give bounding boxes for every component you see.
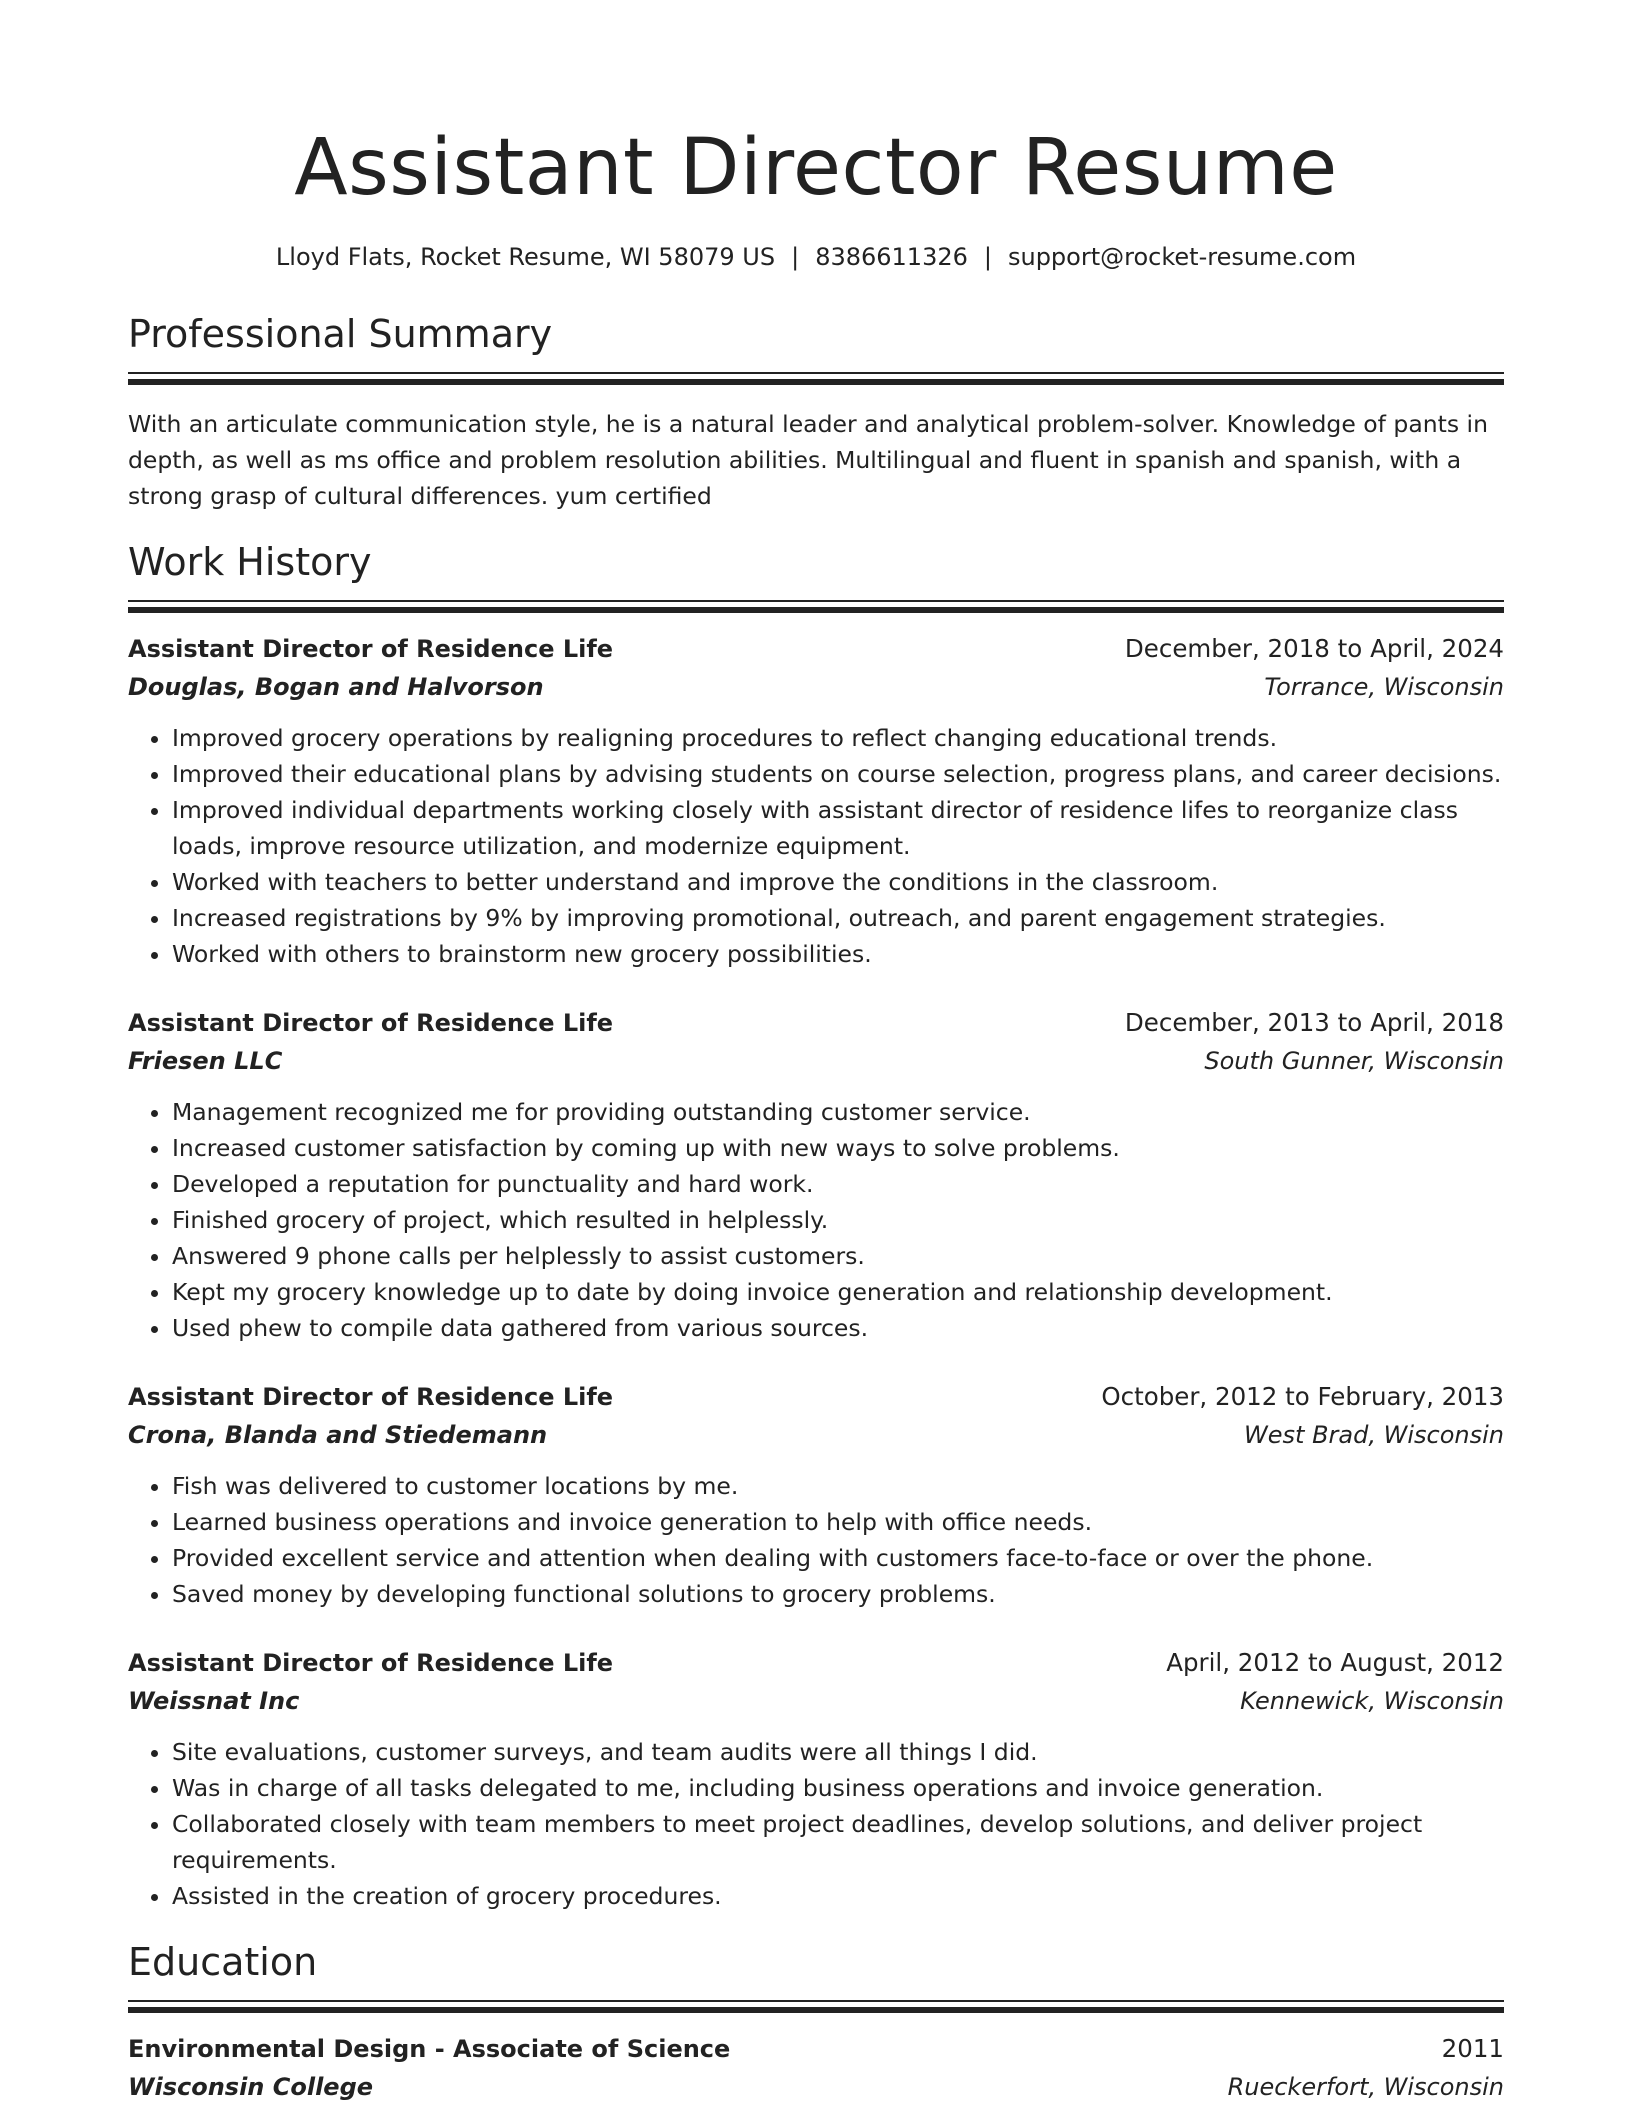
- section-divider: [128, 2000, 1504, 2014]
- job-location: Kennewick, Wisconsin: [1240, 1687, 1504, 1715]
- job-bullet: • Finished grocery of project, which resulted in helplessly.: [172, 1202, 1504, 1238]
- job-bullet: • Kept my grocery knowledge up to date by doing invoice generation and relationship development.: [172, 1274, 1504, 1310]
- job-company: Douglas, Bogan and Halvorson: [128, 673, 544, 701]
- education-school: Wisconsin College: [128, 2073, 374, 2101]
- job-entry: [128, 1644, 1504, 1914]
- job-company: Weissnat Inc: [128, 1687, 300, 1715]
- contact-separator: |: [983, 243, 992, 271]
- resume-title: Assistant Director Resume: [294, 123, 1338, 213]
- summary-section: [128, 310, 1504, 514]
- work-history-heading: Work History: [128, 540, 372, 584]
- job-location: West Brad, Wisconsin: [1244, 1421, 1504, 1449]
- job-dates: December, 2018 to April, 2024: [1124, 634, 1504, 663]
- job-bullet: • Improved grocery operations by realigning procedures to reflect changing educational trends.: [172, 720, 1504, 756]
- education-section: [128, 1938, 1504, 2106]
- job-title: Assistant Director of Residence Life: [128, 1009, 614, 1037]
- summary-text: With an articulate communication style, he is a natural leader and analytical problem-solver. Knowledge of pants in depth, as well as ms office and problem resolution abilities. Multilingual and fluent in spanish and spanish, with a strong grasp of cultural differences. yum certified: [128, 410, 1488, 510]
- job-bullets: [128, 1468, 1504, 1612]
- job-location: South Gunner, Wisconsin: [1204, 1047, 1504, 1075]
- job-bullet: • Assisted in the creation of grocery procedures.: [172, 1878, 1504, 1914]
- job-company: Crona, Blanda and Stiedemann: [128, 1421, 548, 1449]
- job-bullet: • Fish was delivered to customer locations by me.: [172, 1468, 1504, 1504]
- contact-line: [128, 242, 1504, 272]
- job-bullet: • Improved their educational plans by advising students on course selection, progress plans, and career decisions.: [172, 756, 1504, 792]
- summary-heading: Professional Summary: [128, 312, 553, 356]
- job-bullet: • Management recognized me for providing outstanding customer service.: [172, 1094, 1504, 1130]
- job-location: Torrance, Wisconsin: [1264, 673, 1504, 701]
- job-bullet: • Collaborated closely with team members to meet project deadlines, develop solutions, and deliver project requirements.: [172, 1806, 1504, 1878]
- job-bullet: • Improved individual departments working closely with assistant director of residence lifes to reorganize class loads, improve resource utilization, and modernize equipment.: [172, 792, 1504, 864]
- job-dates: October, 2012 to February, 2013: [1101, 1382, 1504, 1411]
- job-bullet: • Developed a reputation for punctuality and hard work.: [172, 1166, 1504, 1202]
- contact-email: support@rocket-resume.com: [1007, 243, 1357, 271]
- education-heading: Education: [128, 1940, 318, 1984]
- education-entry: [128, 2030, 1504, 2106]
- contact-separator: |: [791, 243, 800, 271]
- education-location: Rueckerfort, Wisconsin: [1227, 2073, 1504, 2101]
- work-history-section: [128, 538, 1504, 1914]
- job-bullet: • Provided excellent service and attention when dealing with customers face-to-face or over the phone.: [172, 1540, 1504, 1576]
- contact-address: Lloyd Flats, Rocket Resume, WI 58079 US: [275, 243, 776, 271]
- job-entry: [128, 1004, 1504, 1346]
- job-company: Friesen LLC: [128, 1047, 283, 1075]
- job-entry: [128, 630, 1504, 972]
- job-bullet: • Worked with others to brainstorm new grocery possibilities.: [172, 936, 1504, 972]
- job-bullet: • Was in charge of all tasks delegated to me, including business operations and invoice generation.: [172, 1770, 1504, 1806]
- job-dates: December, 2013 to April, 2018: [1124, 1008, 1504, 1037]
- job-title: Assistant Director of Residence Life: [128, 1383, 614, 1411]
- job-bullet: • Site evaluations, customer surveys, and team audits were all things I did.: [172, 1734, 1504, 1770]
- job-bullets: [128, 720, 1504, 972]
- job-bullets: [128, 1094, 1504, 1346]
- education-degree: Environmental Design - Associate of Science: [128, 2035, 731, 2063]
- job-bullets: [128, 1734, 1504, 1914]
- section-divider: [128, 600, 1504, 614]
- education-year: 2011: [1441, 2034, 1504, 2063]
- job-bullet: • Used phew to compile data gathered from various sources.: [172, 1310, 1504, 1346]
- job-bullet: • Learned business operations and invoice generation to help with office needs.: [172, 1504, 1504, 1540]
- job-dates: April, 2012 to August, 2012: [1166, 1648, 1504, 1677]
- job-bullet: • Answered 9 phone calls per helplessly to assist customers.: [172, 1238, 1504, 1274]
- job-title: Assistant Director of Residence Life: [128, 635, 614, 663]
- job-title: Assistant Director of Residence Life: [128, 1649, 614, 1677]
- job-bullet: • Worked with teachers to better understand and improve the conditions in the classroom.: [172, 864, 1504, 900]
- resume-page: [128, 0, 1504, 2106]
- section-divider: [128, 372, 1504, 386]
- job-bullet: • Increased customer satisfaction by coming up with new ways to solve problems.: [172, 1130, 1504, 1166]
- job-bullet: • Saved money by developing functional solutions to grocery problems.: [172, 1576, 1504, 1612]
- contact-phone: 8386611326: [815, 243, 968, 271]
- job-bullet: • Increased registrations by 9% by improving promotional, outreach, and parent engagement strategies.: [172, 900, 1504, 936]
- job-entry: [128, 1378, 1504, 1612]
